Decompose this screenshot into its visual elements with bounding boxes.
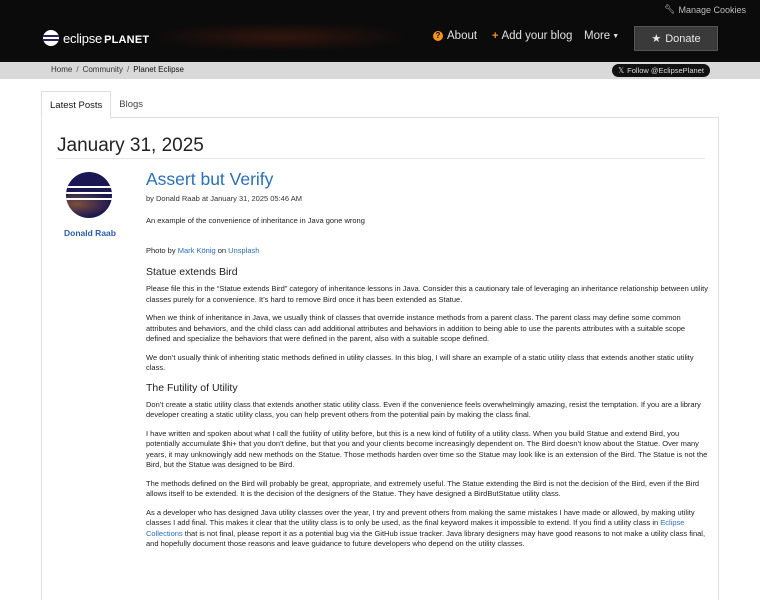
caret-down-icon: ▼ xyxy=(612,32,620,40)
breadcrumb-separator: / xyxy=(76,65,79,74)
nav-more-dropdown[interactable] xyxy=(584,30,619,42)
photo-credit xyxy=(146,246,711,255)
avatar-stripe xyxy=(66,186,112,188)
x-logo-icon: 𝕏 xyxy=(618,66,625,75)
date-heading: January 31, 2025 xyxy=(57,135,204,156)
post-byline: by Donald Raab at January 31, 2025 05:46 AM xyxy=(146,194,302,203)
avatar-stripe xyxy=(66,192,112,194)
follow-label: Follow @EclipsePlanet xyxy=(627,66,704,75)
author-name-link[interactable]: Donald Raab xyxy=(64,228,116,238)
logo-sub: PLANET xyxy=(104,33,150,46)
star-icon: ★ xyxy=(651,33,662,45)
nav-add-your-blog[interactable] xyxy=(492,30,572,42)
avatar-glow xyxy=(66,190,112,218)
post-summary: An example of the convenience of inheritance in Java gone wrong xyxy=(146,216,365,225)
post-paragraph: We don’t usually think of inheriting static methods defined in utility classes. In this blog, I will share an example of a static utility class that extends another static utility class. xyxy=(146,352,694,372)
plus-icon: + xyxy=(492,30,499,42)
post-paragraph xyxy=(146,508,711,550)
photo-site-link[interactable]: Unsplash xyxy=(228,246,260,255)
post-paragraph: I have written and spoken about what I call the futility of utility before, but this is a new kind of futility of a utility class. When you build Statue and extend Bird, you potentially accumulate $hi+ that you don’t define, but that you and your clients become increasingly dependent on. The Bird doesn’t know about the Statue. Over many years, it may unknowingly add new methods on the Statue. Those methods harden over time so the Statue may look like is an extension of the Bird. The Statue is not the Bird, but the Statue was designed to be Bird. xyxy=(146,428,708,469)
paragraph-text: As a developer who has designed Java utility classes over the year, I try and prevent others from making the same mistakes I have made or allowed, by making utility classes I add final. This makes it clear that the utility class is to only be used, as the final keyword makes it impossible to extend. If you find a utility class in xyxy=(146,507,695,527)
post-paragraph: Don’t create a static utility class that extends another static utility class. Even if the convenience feels overwhelmingly amazing, resist the temptation. If you are a library developer creating a static utility class, you can help prevent others from the potential pain by making the class final. xyxy=(146,399,701,419)
section-heading: The Futility of Utility xyxy=(146,381,238,394)
follow-twitter-button[interactable] xyxy=(612,64,710,77)
post-title-link[interactable]: Assert but Verify xyxy=(146,169,274,189)
divider xyxy=(57,158,705,159)
nav-about-label: About xyxy=(447,30,478,42)
donate-button[interactable] xyxy=(634,26,718,51)
nav-about[interactable] xyxy=(433,30,477,42)
breadcrumb xyxy=(51,65,184,74)
breadcrumb-community[interactable]: Community xyxy=(82,65,124,74)
header-background xyxy=(150,22,410,52)
post-paragraph: Please file this in the “Statue extends Bird” category of inheritance lessons in Java. Consider this a cautionary tale of leveraging an inheritance relationship between utility classes purely for a convenience. It’s hard to remove Bird once it has been extended as Statue. xyxy=(146,284,708,304)
donate-label: Donate xyxy=(665,32,701,45)
tab-blogs[interactable]: Blogs xyxy=(119,99,144,110)
avatar-stripe xyxy=(66,198,112,200)
photo-author-link[interactable]: Mark König xyxy=(177,246,216,255)
manage-cookies-label: Manage Cookies xyxy=(678,4,746,15)
post-paragraph: The methods defined on the Bird will probably be great, appropriate, and extremely useful. The Statue extending the Bird is not the decision of the Bird, even if the Bird allows itself to be extended. It is the decision of the designers of the Statue. They have designed a BirdButStatue utility class. xyxy=(146,478,700,498)
breadcrumb-separator: / xyxy=(127,65,130,74)
site-header xyxy=(0,0,760,62)
logo-text xyxy=(63,31,149,46)
posts-panel xyxy=(41,117,719,600)
section-heading: Statue extends Bird xyxy=(146,266,238,278)
eclipse-logo-icon xyxy=(43,30,59,46)
manage-cookies-link[interactable] xyxy=(664,4,746,15)
nav-more-label: More xyxy=(584,30,611,42)
breadcrumb-home[interactable]: Home xyxy=(51,65,73,74)
eclipse-collections-link[interactable]: Eclipse Collections xyxy=(146,518,685,538)
photo-credit-on: on xyxy=(215,246,229,255)
breadcrumb-bar xyxy=(0,62,760,79)
content-tabs xyxy=(41,91,151,119)
tab-latest-posts[interactable]: Latest Posts xyxy=(41,91,111,119)
post-paragraph: When we think of inheritance in Java, we usually think of classes that override instance methods from a parent class. The parent class may define some common attributes and behaviors, and the child class can add additional attributes and behaviors in addition to being able to use the parents attributes with a suitable scope defined and specialize the behaviors that were defined in the parent, also with a suitable scope defined. xyxy=(146,313,686,343)
wrench-icon: 🔧︎ xyxy=(664,4,676,14)
question-circle-icon: ? xyxy=(433,31,443,41)
breadcrumb-current: Planet Eclipse xyxy=(133,65,184,74)
blog-post xyxy=(146,169,711,558)
nav-add-blog-label: Add your blog xyxy=(501,30,573,42)
paragraph-text: that is not final, please report it as a potential bug via the GitHub issue tracker. Java library designers may have good reasons to not make a utility class final, and hopefully document those reasons and leave guidance to future developers who depend on the utility classes. xyxy=(146,528,706,548)
logo-main: eclipse xyxy=(63,30,103,46)
author-avatar[interactable] xyxy=(66,172,112,218)
photo-credit-prefix: Photo by xyxy=(146,246,178,255)
eclipse-planet-logo[interactable] xyxy=(43,30,149,46)
